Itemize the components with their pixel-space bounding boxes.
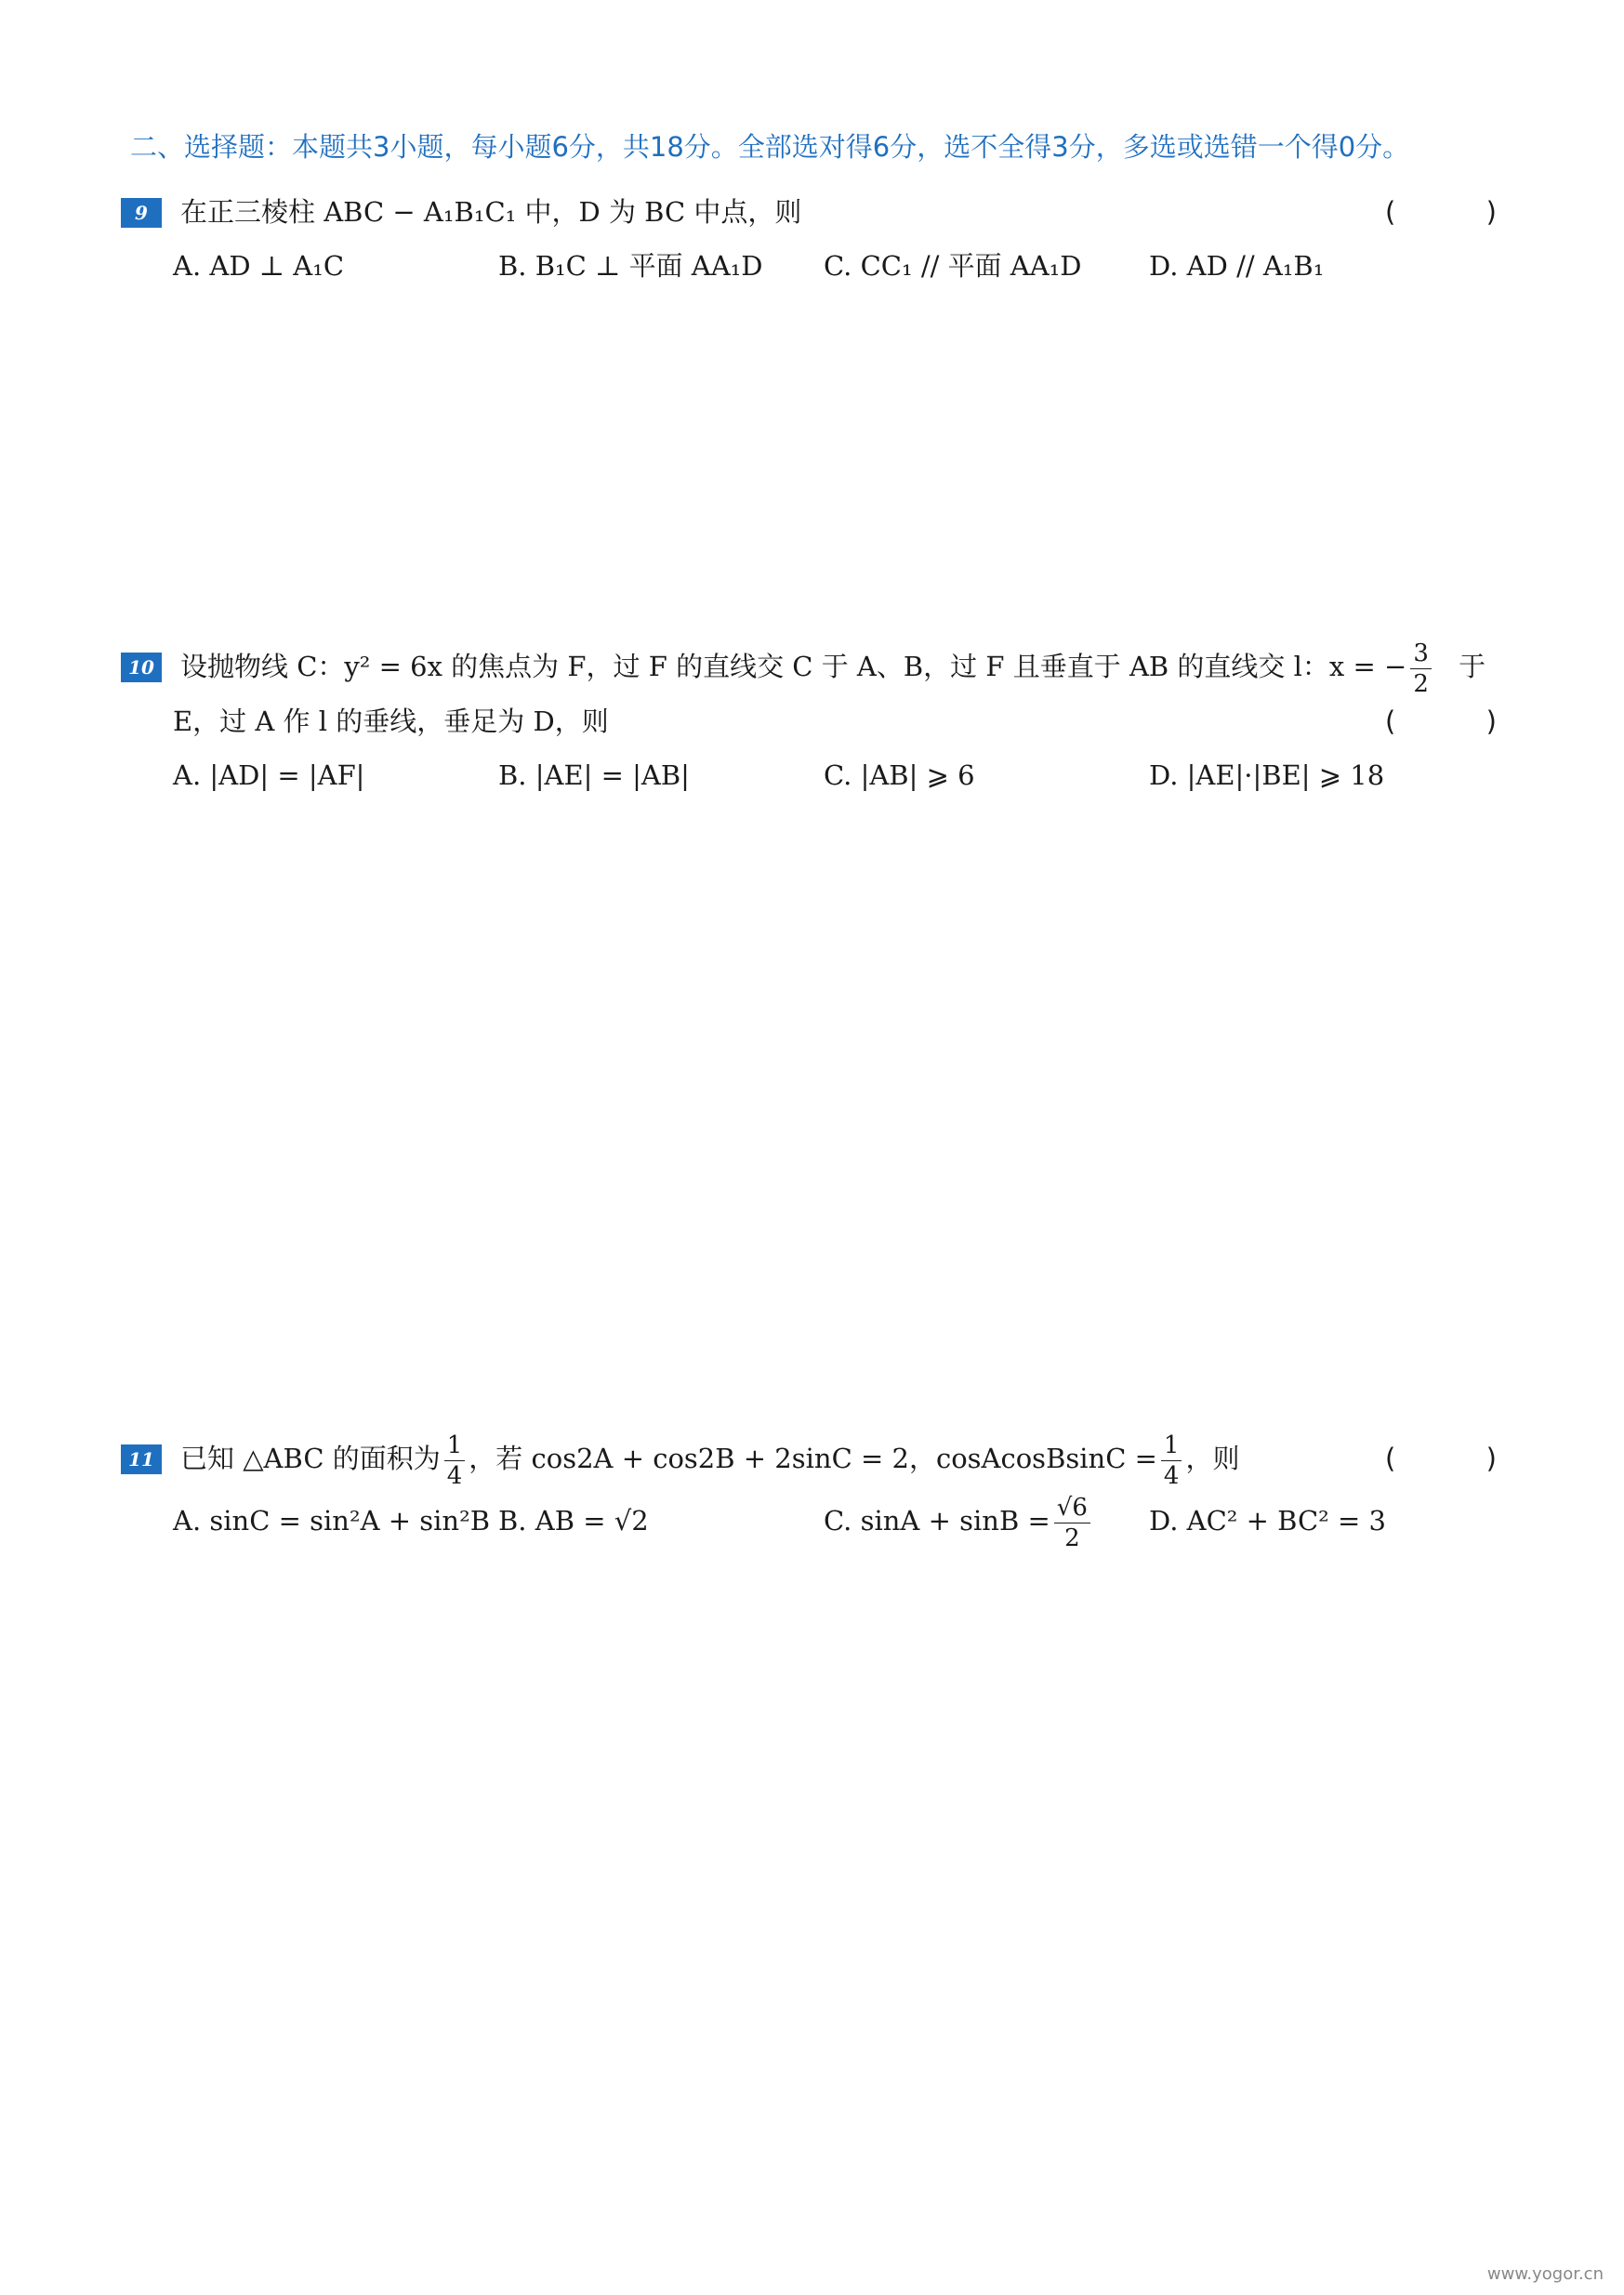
option-d: D. |AE|·|BE| ⩾ 18 <box>1149 759 1385 791</box>
question-stem-part: 已知 △ABC 的面积为 <box>180 1443 441 1474</box>
option-b: B. AB = √2 <box>498 1505 649 1537</box>
option-c: C. |AB| ⩾ 6 <box>824 759 975 791</box>
question-11 <box>121 1430 1497 1554</box>
answer-paren-right: ) <box>1485 706 1497 737</box>
fraction <box>1161 1433 1182 1488</box>
option-row <box>121 747 1497 803</box>
fraction-denominator: 4 <box>446 1461 463 1490</box>
question-stem-line <box>121 186 1497 238</box>
option-row <box>121 238 1497 294</box>
fraction-denominator: 2 <box>1064 1523 1080 1552</box>
question-number-badge: 11 <box>121 1444 162 1474</box>
question-stem-part: ，则 <box>1185 1443 1240 1474</box>
answer-paren-left: ( <box>1385 196 1396 228</box>
section-header: 二、选择题：本题共3小题，每小题6分，共18分。全部选对得6分，选不全得3分，多选或选错一个得0分。 <box>130 131 1410 163</box>
question-number-badge: 10 <box>121 653 162 682</box>
fraction-numerator: 1 <box>444 1433 466 1461</box>
option-b: B. |AE| = |AB| <box>498 759 690 791</box>
question-stem <box>180 1430 1239 1488</box>
fraction-denominator: 2 <box>1413 669 1429 698</box>
question-stem-part: 设抛物线 C：y² = 6x 的焦点为 F，过 F 的直线交 C 于 A、B，过 F 且垂直于 AB 的直线交 l：x = − <box>180 651 1407 682</box>
question-stem-part: ，若 cos2A + cos2B + 2sinC = 2，cosAcosBsinC = <box>469 1443 1157 1474</box>
question-stem-continued: E，过 A 作 l 的垂线，垂足为 D，则 <box>173 706 609 737</box>
option-d: D. AC² + BC² = 3 <box>1149 1505 1386 1537</box>
option-c: C. CC₁ // 平面 AA₁D <box>824 250 1082 282</box>
option-b: B. B₁C ⊥ 平面 AA₁D <box>498 250 763 282</box>
question-stem-line <box>121 695 1497 747</box>
option-d: D. AD // A₁B₁ <box>1149 250 1325 282</box>
option-c-text: C. sinA + sinB = <box>824 1505 1050 1537</box>
option-a: A. AD ⊥ A₁C <box>173 250 345 282</box>
question-stem-part: 于 <box>1459 651 1486 682</box>
watermark: www.yogor.cn <box>1486 2264 1604 2284</box>
option-a: A. |AD| = |AF| <box>173 759 365 791</box>
answer-paren-left: ( <box>1385 706 1396 737</box>
answer-paren-right: ) <box>1485 1443 1497 1474</box>
question-stem: 在正三棱柱 ABC − A₁B₁C₁ 中，D 为 BC 中点，则 <box>180 196 802 228</box>
fraction <box>1410 641 1432 696</box>
answer-paren-left: ( <box>1385 1443 1396 1474</box>
fraction-numerator: √6 <box>1054 1496 1090 1523</box>
fraction-numerator: 1 <box>1161 1433 1182 1461</box>
fraction-denominator: 4 <box>1163 1461 1180 1490</box>
option-c <box>824 1487 1094 1554</box>
fraction <box>1054 1493 1090 1552</box>
question-number-badge: 9 <box>121 198 162 228</box>
question-9 <box>121 186 1497 294</box>
question-stem-line <box>121 638 1497 698</box>
fraction <box>444 1433 466 1488</box>
fraction-numerator: 3 <box>1410 641 1432 669</box>
option-row <box>121 1487 1497 1554</box>
question-stem <box>180 638 1485 696</box>
option-a: A. sinC = sin²A + sin²B <box>173 1505 491 1537</box>
question-stem-line <box>121 1430 1497 1490</box>
answer-paren-right: ) <box>1485 196 1497 228</box>
question-10 <box>121 638 1497 803</box>
